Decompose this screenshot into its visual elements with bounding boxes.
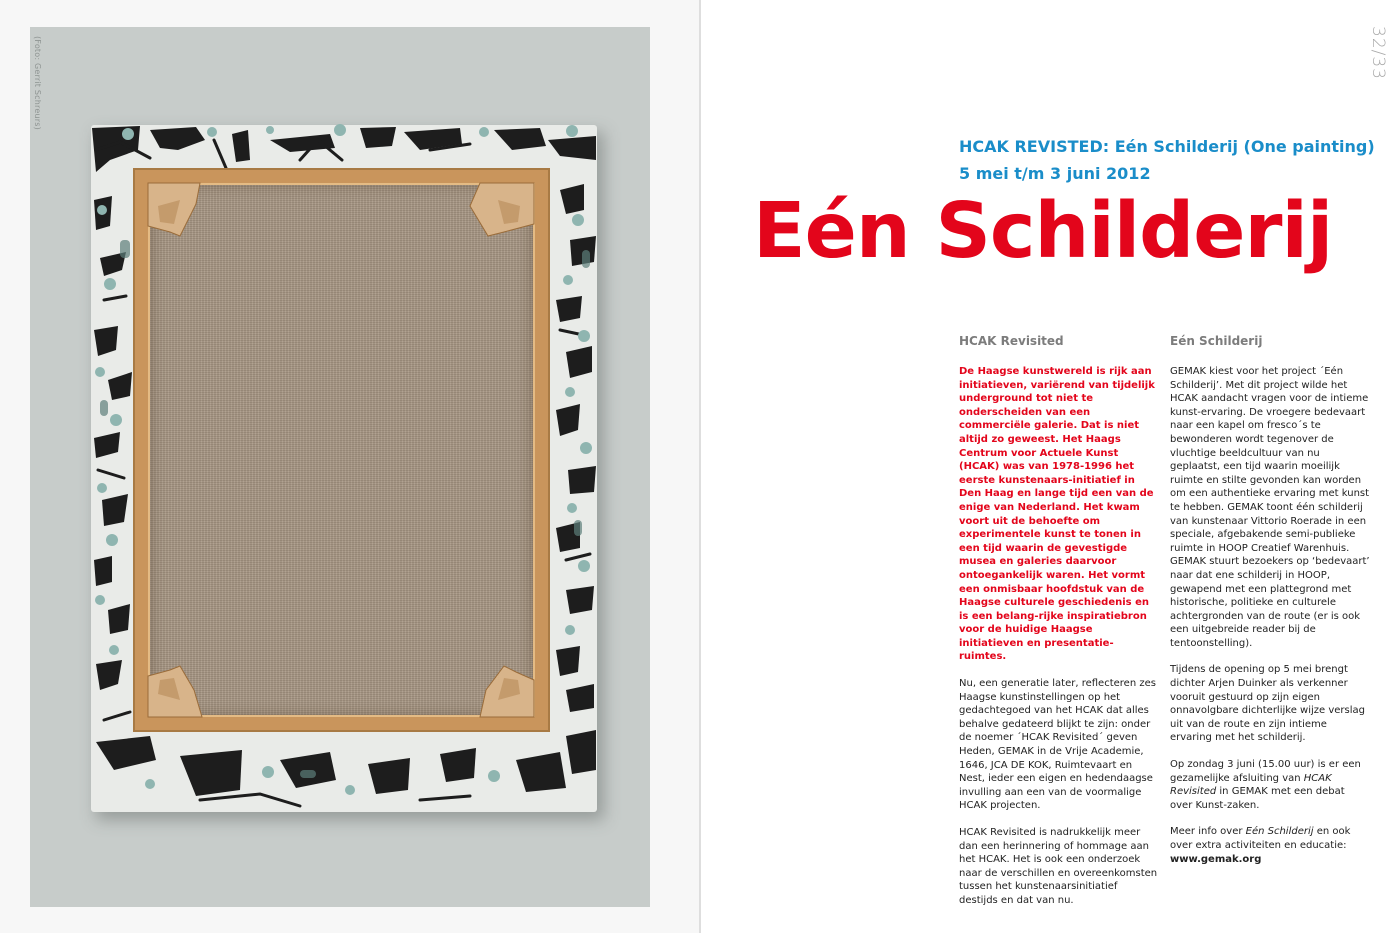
- body-paragraph: [1170, 825, 1370, 866]
- right-page: [701, 0, 1400, 933]
- body-paragraph: Tijdens de opening op 5 mei brengt dichter Arjen Duinker als verkenner vooruit gestuurd op zijn eigen onnavolgbare dichterlijke wijze verslag uit van de route en zijn intieme ervaring met het schilderij.: [1170, 664, 1365, 744]
- body-paragraph: Nu, een generatie later, reflecteren zes Haagse kunstinstellingen op het gedachtegoed van het HCAK dat alles behalve gedateerd blijkt te zijn: onder de noemer ´HCAK Revisited´ geven Heden, GEMAK in de Vrije Academie, 1646, JCA DE KOK, Ruimtevaart en Nest, ieder een eigen en hedendaagse invulling aan een van de voormalige HCAK projecten.: [959, 678, 1156, 812]
- column-een-schilderij: [1170, 334, 1370, 879]
- text-run: in GEMAK met een debat over Kunst-zaken.: [1170, 786, 1345, 811]
- headline: Eén Schilderij: [753, 187, 1333, 276]
- text-run: Meer info over: [1170, 826, 1246, 838]
- text-run: Op zondag 3 juni (15.00 uur) is er een gezamelijke afsluiting van: [1170, 759, 1361, 784]
- page-numbers: 32/33: [1368, 26, 1388, 80]
- italic-title: Eén Schilderij: [1245, 826, 1314, 838]
- website-link[interactable]: www.gemak.org: [1170, 853, 1262, 865]
- column-heading: HCAK Revisited: [959, 334, 1064, 348]
- kicker-dates: 5 mei t/m 3 juni 2012: [959, 164, 1151, 183]
- kicker: [959, 133, 1375, 187]
- kicker-title: HCAK REVISTED: Eén Schilderij (One painting): [959, 137, 1375, 156]
- column-heading: Eén Schilderij: [1170, 334, 1263, 348]
- column-hcak-revisited: [959, 334, 1159, 921]
- text-run: en ook over extra activiteiten en educatie:: [1170, 826, 1351, 851]
- italic-title: HCAK Revisited: [1170, 772, 1332, 798]
- body-paragraph: GEMAK kiest voor het project ´Eén Schilderij’. Met dit project wilde het HCAK aandacht vragen voor de intieme kunst-ervaring. De vroegere bedevaart naar een kapel om fresco´s te bewonderen wordt tegenover de vluchtige beeldcultuur van nu geplaatst, een tijd waarin moeilijk ruimte en stilte gevonden kan worden om een authentieke ervaring met kunst te hebben. GEMAK toont één schilderij van kunstenaar Vittorio Roerade in een speciale, afgebakende semi-publieke ruimte in HOOP Creatief Warenhuis. GEMAK stuurt bezoekers op ‘bedevaart’ naar dat ene schilderij in HOOP, gewapend met een plattegrond met historische, politieke en culturele achtergronden van de route (er is ook een uitgebreide reader bij de tentoonstelling).: [1170, 366, 1370, 649]
- body-paragraph: [1170, 758, 1370, 812]
- body-paragraph: HCAK Revisited is nadrukkelijk meer dan een herinnering of hommage aan het HCAK. Het is ook een onderzoek naar de verschillen en overeenkomsten tussen het kunstenaarsinitiatief destijds en dat van nu.: [959, 827, 1158, 906]
- photo-credit: (Foto: Gerrit Schreurs): [33, 36, 42, 130]
- intro-paragraph: De Haagse kunstwereld is rijk aan initiatieven, variërend van tijdelijk underground tot niet te onderscheiden van een commerciële galerie. Dat is niet altijd zo geweest. Het Haags Centrum voor Actuele Kunst (HCAK) was van 1978-1996 het eerste kunstenaars-initiatief in Den Haag en lange tijd een van de enige van Nederland. Het kwam voort uit de behoefte om experimentele kunst te tonen in een tijd waarin de gevestigde musea en galeries daarvoor ontoegankelijk waren. Het vormt een onmisbaar hoofdstuk van de Haagse culturele geschiedenis en is een belang-rijke inspiratiebron voor de huidige Haagse initiatieven en presentatie-ruimtes.: [959, 366, 1155, 663]
